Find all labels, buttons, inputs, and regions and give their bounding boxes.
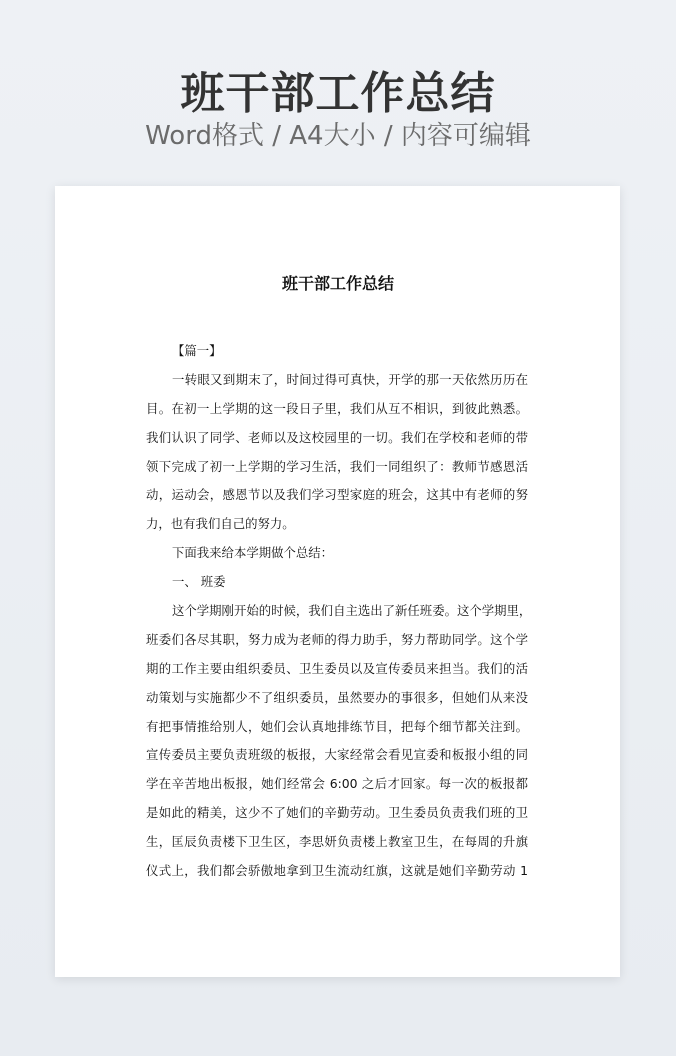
text-line: 一转眼又到期末了，时间过得可真快，开学的那一天依然历历在 bbox=[172, 371, 528, 387]
text-line: 期的工作主要由组织委员、卫生委员以及宣传委员来担当。我们的活 bbox=[146, 660, 528, 676]
text-line: 下面我来给本学期做个总结： bbox=[172, 545, 334, 561]
text-line: 动策划与实施都少不了组织委员，虽然要办的事很多，但她们从来没 bbox=[146, 689, 528, 705]
section-heading: 【篇一】 bbox=[172, 343, 222, 358]
text-line: 这个学期刚开始的时候，我们自主选出了新任班委。这个学期里， bbox=[172, 603, 532, 619]
text-line: 力，也有我们自己的努力。 bbox=[146, 516, 295, 532]
text-line: 目。在初一上学期的这一段日子里，我们从互不相识，到彼此熟悉。 bbox=[146, 400, 528, 416]
list-heading: 一、 班委 bbox=[172, 574, 226, 590]
text-line: 有把事情推给别人，她们会认真地排练节目，把每个细节都关注到。 bbox=[146, 718, 528, 734]
text-line: 生，匡辰负责楼下卫生区，李思妍负责楼上教室卫生，在每周的升旗 bbox=[146, 834, 528, 850]
poster-title: 班干部工作总结 bbox=[180, 68, 496, 119]
text-line: 我们认识了同学、老师以及这校园里的一切。我们在学校和老师的带 bbox=[146, 429, 528, 445]
text-line: 领下完成了初一上学期的学习生活，我们一同组织了：教师节感恩活 bbox=[146, 458, 528, 474]
text-line: 学在辛苦地出板报，她们经常会 6:00 之后才回家。每一次的板报都 bbox=[146, 776, 528, 792]
document-title: 班干部工作总结 bbox=[281, 274, 394, 293]
text-line: 动，运动会，感恩节以及我们学习型家庭的班会，这其中有老师的努 bbox=[146, 487, 528, 503]
text-line: 是如此的精美，这少不了她们的辛勤劳动。卫生委员负责我们班的卫 bbox=[146, 805, 528, 821]
poster-subtitle: Word格式 / A4大小 / 内容可编辑 bbox=[145, 121, 531, 151]
text-line: 宣传委员主要负责班级的板报，大家经常会看见宣委和板报小组的同 bbox=[146, 747, 528, 763]
text-line: 班委们各尽其职，努力成为老师的得力助手，努力帮助同学。这个学 bbox=[146, 631, 528, 647]
document-body bbox=[146, 337, 532, 886]
text-line: 仪式上，我们都会骄傲地拿到卫生流动红旗，这就是她们辛勤劳动 1 bbox=[146, 863, 528, 879]
